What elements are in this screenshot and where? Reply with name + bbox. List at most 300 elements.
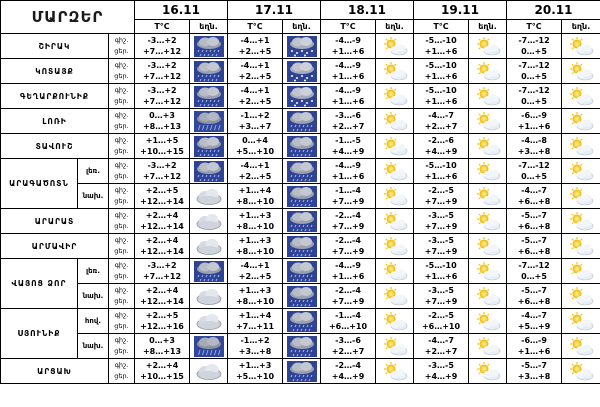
- weather-icon-cell: [469, 334, 507, 359]
- weather-icon-cell: [283, 284, 321, 309]
- time-of-day-cell: [109, 59, 135, 84]
- weather-col-header: եղն.: [283, 20, 321, 34]
- subzone-label: նախ.: [78, 184, 109, 209]
- night-label: գիշ.: [114, 336, 129, 344]
- day-temp: +7…+12: [142, 97, 182, 106]
- day-temp: +7…+9: [331, 197, 365, 206]
- weather-icon-cell: [469, 284, 507, 309]
- sun-cloud-icon: [473, 86, 503, 107]
- night-temp: +1…+3: [238, 361, 272, 370]
- night-temp: -4…-7: [521, 186, 547, 195]
- temperature-cell: [135, 209, 190, 234]
- night-temp: +1…+4: [238, 311, 272, 320]
- weather-icon-cell: [283, 334, 321, 359]
- temperature-cell: [321, 134, 376, 159]
- day-temp: +2…+7: [424, 122, 458, 131]
- day-temp: 0…+5: [521, 172, 547, 181]
- time-of-day-cell: [109, 159, 135, 184]
- weather-col-header: եղն.: [376, 20, 414, 34]
- night-temp: -3…+2: [147, 36, 177, 45]
- rain-cloud-icon: [287, 361, 317, 382]
- temperature-cell: [321, 359, 376, 384]
- day-temp: +10…+15: [140, 372, 184, 381]
- sun-cloud-icon: [566, 361, 596, 382]
- region-name: ԱՐԱՐԱՏ: [1, 209, 109, 234]
- weather-col-header: եղն.: [469, 20, 507, 34]
- rain-cloud-icon: [287, 261, 317, 282]
- table-row: [1, 59, 600, 84]
- day-temp: +8…+13: [142, 122, 182, 131]
- weather-icon-cell: [469, 359, 507, 384]
- night-temp: -3…+2: [147, 261, 177, 270]
- cloud-icon: [194, 211, 224, 232]
- day-temp: +7…+9: [424, 197, 458, 206]
- rain-cloud-icon: [287, 211, 317, 232]
- weather-icon-cell: [283, 109, 321, 134]
- date-header: 18.11: [321, 1, 414, 20]
- subzone-label: նախ.: [78, 284, 109, 309]
- temperature-cell: [228, 359, 283, 384]
- day-temp: +2…+5: [238, 47, 272, 56]
- sun-cloud-icon: [566, 161, 596, 182]
- subzone-label: լեռ.: [78, 259, 109, 284]
- temperature-cell: [507, 184, 562, 209]
- day-temp: +1…+6: [424, 47, 458, 56]
- subzone-label: լեռ.: [78, 159, 109, 184]
- sun-cloud-icon: [473, 261, 503, 282]
- weather-icon-cell: [562, 134, 600, 159]
- day-temp: +2…+7: [424, 347, 458, 356]
- weather-icon-cell: [469, 134, 507, 159]
- day-temp: +7…+9: [424, 222, 458, 231]
- day-temp: +1…+6: [331, 272, 365, 281]
- day-label: ցեր.: [114, 147, 129, 155]
- temperature-cell: [507, 359, 562, 384]
- day-temp: +1…+6: [424, 272, 458, 281]
- temperature-cell: [414, 309, 469, 334]
- night-temp: -3…+2: [147, 161, 177, 170]
- weather-icon-cell: [283, 359, 321, 384]
- day-temp: +10…+15: [140, 147, 184, 156]
- day-label: ցեր.: [114, 47, 129, 55]
- night-temp: -6…-9: [521, 111, 547, 120]
- time-of-day-cell: [109, 234, 135, 259]
- sun-cloud-icon: [473, 311, 503, 332]
- weather-icon-cell: [283, 309, 321, 334]
- weather-icon-cell: [562, 234, 600, 259]
- weather-icon-cell: [562, 359, 600, 384]
- temp-col-header: T°C: [135, 20, 190, 34]
- snow-cloud-icon: [287, 86, 317, 107]
- temperature-cell: [228, 309, 283, 334]
- weather-icon-cell: [376, 359, 414, 384]
- temperature-cell: [414, 209, 469, 234]
- night-temp: -6…-9: [521, 336, 547, 345]
- day-temp: +7…+9: [331, 222, 365, 231]
- table-row: [1, 284, 600, 309]
- night-temp: -5…-7: [521, 286, 547, 295]
- temperature-cell: [414, 359, 469, 384]
- day-temp: +7…+11: [235, 322, 275, 331]
- time-of-day-cell: [109, 334, 135, 359]
- day-temp: +1…+6: [331, 72, 365, 81]
- rain-cloud-icon: [194, 261, 224, 282]
- table-row: [1, 34, 600, 59]
- day-temp: +2…+7: [331, 122, 365, 131]
- day-label: ցեր.: [114, 222, 129, 230]
- temperature-cell: [507, 109, 562, 134]
- weather-icon-cell: [190, 334, 228, 359]
- region-name: ՍՅՈՒՆԻՔ: [1, 309, 78, 359]
- day-temp: +7…+9: [424, 297, 458, 306]
- day-label: ցեր.: [114, 272, 129, 280]
- sun-cloud-icon: [380, 186, 410, 207]
- temperature-cell: [135, 259, 190, 284]
- night-label: գիշ.: [114, 286, 129, 294]
- temperature-cell: [507, 259, 562, 284]
- temperature-cell: [321, 334, 376, 359]
- night-temp: -3…-6: [335, 111, 361, 120]
- temperature-cell: [228, 84, 283, 109]
- day-temp: +7…+12: [142, 172, 182, 181]
- weather-icon-cell: [469, 209, 507, 234]
- night-temp: +2…+5: [145, 311, 179, 320]
- time-of-day-cell: [109, 84, 135, 109]
- night-temp: +1…+4: [238, 186, 272, 195]
- time-of-day-cell: [109, 184, 135, 209]
- day-temp: +2…+5: [238, 72, 272, 81]
- table-title: ՄԱՐԶԵՐ: [1, 1, 135, 34]
- weather-icon-cell: [562, 284, 600, 309]
- table-row: [1, 309, 600, 334]
- night-temp: -5…-10: [425, 86, 457, 95]
- rain-cloud-icon: [287, 286, 317, 307]
- day-temp: +1…+6: [517, 347, 551, 356]
- weather-icon-cell: [469, 184, 507, 209]
- day-temp: +12…+14: [140, 222, 184, 231]
- day-temp: 0…+5: [521, 272, 547, 281]
- night-temp: -5…-7: [521, 236, 547, 245]
- day-temp: +4…+9: [331, 372, 365, 381]
- night-temp: -4…-9: [335, 61, 361, 70]
- day-temp: +6…+8: [517, 222, 551, 231]
- night-temp: -3…+2: [147, 86, 177, 95]
- night-temp: -2…-6: [428, 136, 454, 145]
- region-name: ՏԱՎՈՒՇ: [1, 134, 109, 159]
- night-temp: -2…-4: [335, 286, 361, 295]
- sun-cloud-icon: [380, 136, 410, 157]
- temperature-cell: [321, 34, 376, 59]
- weather-icon-cell: [376, 59, 414, 84]
- weather-icon-cell: [283, 209, 321, 234]
- day-temp: +1…+6: [331, 47, 365, 56]
- night-temp: +2…+4: [145, 361, 179, 370]
- temperature-cell: [414, 84, 469, 109]
- night-label: գիշ.: [114, 311, 129, 319]
- night-temp: -3…-5: [428, 286, 454, 295]
- region-name: ԿՈՏԱՅՔ: [1, 59, 109, 84]
- night-temp: -4…-9: [335, 36, 361, 45]
- sun-cloud-icon: [566, 311, 596, 332]
- day-temp: +12…+14: [140, 247, 184, 256]
- weather-icon-cell: [190, 184, 228, 209]
- night-label: գիշ.: [114, 36, 129, 44]
- weather-icon-cell: [376, 284, 414, 309]
- day-temp: +8…+10: [235, 222, 275, 231]
- night-temp: -7…-12: [518, 36, 550, 45]
- day-label: ցեր.: [114, 347, 129, 355]
- rain-cloud-icon: [287, 161, 317, 182]
- day-temp: +6…+10: [421, 322, 461, 331]
- night-temp: -2…-5: [428, 186, 454, 195]
- weather-icon-cell: [562, 109, 600, 134]
- night-label: գիշ.: [114, 186, 129, 194]
- date-header: 16.11: [135, 1, 228, 20]
- day-temp: +1…+6: [331, 172, 365, 181]
- temperature-cell: [228, 234, 283, 259]
- region-name: ԼՈՌԻ: [1, 109, 109, 134]
- weather-icon-cell: [376, 334, 414, 359]
- night-temp: 0…+3: [149, 111, 175, 120]
- region-name: ԱՐԱԳԱԾՈՏՆ: [1, 159, 78, 209]
- weather-icon-cell: [562, 34, 600, 59]
- night-label: գիշ.: [114, 86, 129, 94]
- temperature-cell: [507, 159, 562, 184]
- night-label: գիշ.: [114, 161, 129, 169]
- temperature-cell: [507, 34, 562, 59]
- day-temp: +3…+8: [517, 372, 551, 381]
- table-row: [1, 259, 600, 284]
- time-of-day-cell: [109, 209, 135, 234]
- table-row: [1, 184, 600, 209]
- night-temp: +2…+4: [145, 286, 179, 295]
- cloud-icon: [194, 311, 224, 332]
- sun-cloud-icon: [566, 136, 596, 157]
- day-temp: +3…+8: [517, 147, 551, 156]
- weather-icon-cell: [376, 209, 414, 234]
- night-temp: -4…-9: [335, 161, 361, 170]
- day-temp: +6…+8: [517, 297, 551, 306]
- temperature-cell: [228, 184, 283, 209]
- time-of-day-cell: [109, 34, 135, 59]
- night-temp: -3…+2: [147, 61, 177, 70]
- temperature-cell: [135, 334, 190, 359]
- day-temp: +5…+9: [517, 322, 551, 331]
- weather-icon-cell: [376, 184, 414, 209]
- night-temp: -5…-7: [521, 361, 547, 370]
- temperature-cell: [228, 59, 283, 84]
- night-temp: -5…-10: [425, 36, 457, 45]
- sun-cloud-icon: [566, 286, 596, 307]
- rain-cloud-icon: [287, 186, 317, 207]
- temperature-cell: [228, 284, 283, 309]
- night-temp: -4…-8: [521, 136, 547, 145]
- night-temp: 0…+3: [149, 336, 175, 345]
- temperature-cell: [228, 134, 283, 159]
- sun-cloud-icon: [473, 236, 503, 257]
- day-temp: +1…+6: [331, 97, 365, 106]
- day-temp: +1…+6: [517, 122, 551, 131]
- time-of-day-cell: [109, 259, 135, 284]
- day-temp: 0…+5: [521, 72, 547, 81]
- region-name: ԱՐՄԱՎԻՐ: [1, 234, 109, 259]
- weather-icon-cell: [190, 134, 228, 159]
- weather-icon-cell: [190, 309, 228, 334]
- weather-icon-cell: [376, 134, 414, 159]
- night-temp: -2…-5: [428, 311, 454, 320]
- night-temp: -3…-5: [428, 361, 454, 370]
- day-temp: +5…+10: [235, 147, 275, 156]
- sun-cloud-icon: [380, 61, 410, 82]
- rain-cloud-icon: [287, 336, 317, 357]
- sun-cloud-icon: [566, 86, 596, 107]
- temperature-cell: [414, 159, 469, 184]
- temperature-cell: [321, 259, 376, 284]
- day-label: ցեր.: [114, 72, 129, 80]
- temp-col-header: T°C: [507, 20, 562, 34]
- time-of-day-cell: [109, 109, 135, 134]
- weather-icon-cell: [562, 159, 600, 184]
- table-row: [1, 84, 600, 109]
- date-header-row: [1, 1, 600, 20]
- temperature-cell: [135, 284, 190, 309]
- sun-cloud-icon: [566, 61, 596, 82]
- temperature-cell: [414, 134, 469, 159]
- temperature-cell: [321, 59, 376, 84]
- region-name: ՇԻՐԱԿ: [1, 34, 109, 59]
- weather-icon-cell: [190, 109, 228, 134]
- sun-cloud-icon: [473, 186, 503, 207]
- temperature-cell: [507, 209, 562, 234]
- day-label: ցեր.: [114, 247, 129, 255]
- night-temp: -1…-4: [335, 186, 361, 195]
- rain-cloud-icon: [194, 86, 224, 107]
- night-temp: -4…-9: [335, 86, 361, 95]
- weather-icon-cell: [469, 309, 507, 334]
- weather-icon-cell: [469, 259, 507, 284]
- sun-cloud-icon: [566, 186, 596, 207]
- day-temp: +3…+8: [238, 347, 272, 356]
- night-temp: -3…-6: [335, 336, 361, 345]
- weather-icon-cell: [376, 159, 414, 184]
- day-temp: +2…+5: [238, 97, 272, 106]
- weather-icon-cell: [190, 259, 228, 284]
- sun-cloud-icon: [380, 286, 410, 307]
- temperature-cell: [321, 184, 376, 209]
- date-header: 19.11: [414, 1, 507, 20]
- subzone-label: նախ.: [78, 334, 109, 359]
- day-temp: +7…+9: [424, 247, 458, 256]
- sun-cloud-icon: [566, 261, 596, 282]
- sun-cloud-icon: [473, 211, 503, 232]
- day-label: ցեր.: [114, 122, 129, 130]
- temp-col-header: T°C: [321, 20, 376, 34]
- cloud-icon: [194, 361, 224, 382]
- day-label: ցեր.: [114, 197, 129, 205]
- night-label: գիշ.: [114, 236, 129, 244]
- rain-cloud-icon: [287, 136, 317, 157]
- night-temp: -2…-4: [335, 236, 361, 245]
- temperature-cell: [414, 109, 469, 134]
- table-row: [1, 234, 600, 259]
- temperature-cell: [135, 109, 190, 134]
- weather-icon-cell: [190, 159, 228, 184]
- night-temp: 0…+4: [242, 136, 268, 145]
- temperature-cell: [507, 334, 562, 359]
- sun-cloud-icon: [473, 111, 503, 132]
- day-temp: +5…+10: [235, 372, 275, 381]
- night-temp: -1…+2: [240, 336, 270, 345]
- weather-icon-cell: [469, 34, 507, 59]
- day-temp: +1…+6: [424, 172, 458, 181]
- table-row: [1, 359, 600, 384]
- region-name: ԱՐՑԱԽ: [1, 359, 109, 384]
- weather-icon-cell: [376, 309, 414, 334]
- sun-cloud-icon: [473, 161, 503, 182]
- day-temp: +4…+9: [331, 147, 365, 156]
- night-temp: -4…-7: [521, 311, 547, 320]
- sun-cloud-icon: [566, 336, 596, 357]
- cloud-icon: [194, 236, 224, 257]
- weather-icon-cell: [283, 184, 321, 209]
- rain-cloud-icon: [287, 311, 317, 332]
- temperature-cell: [507, 234, 562, 259]
- night-temp: -5…-10: [425, 61, 457, 70]
- weather-col-header: եղն.: [562, 20, 600, 34]
- temperature-cell: [507, 84, 562, 109]
- night-temp: -5…-7: [521, 211, 547, 220]
- snow-cloud-icon: [287, 61, 317, 82]
- rain-icon: [194, 336, 224, 357]
- night-label: գիշ.: [114, 111, 129, 119]
- night-temp: +1…+3: [238, 286, 272, 295]
- temp-col-header: T°C: [414, 20, 469, 34]
- sun-cloud-icon: [380, 236, 410, 257]
- weather-col-header: եղն.: [190, 20, 228, 34]
- day-temp: +12…+14: [140, 197, 184, 206]
- day-temp: +2…+5: [238, 172, 272, 181]
- night-temp: -4…+1: [240, 161, 270, 170]
- day-temp: +6…+8: [517, 197, 551, 206]
- time-of-day-cell: [109, 359, 135, 384]
- night-temp: -4…-7: [428, 336, 454, 345]
- sun-cloud-icon: [380, 211, 410, 232]
- temperature-cell: [228, 109, 283, 134]
- weather-icon-cell: [283, 34, 321, 59]
- day-temp: +2…+5: [238, 272, 272, 281]
- temperature-cell: [135, 184, 190, 209]
- rain-cloud-icon: [194, 36, 224, 57]
- night-temp: +1…+3: [238, 236, 272, 245]
- night-temp: -4…+1: [240, 61, 270, 70]
- night-temp: -3…-5: [428, 236, 454, 245]
- day-temp: +3…+7: [238, 122, 272, 131]
- sun-cloud-icon: [566, 236, 596, 257]
- weather-icon-cell: [469, 59, 507, 84]
- day-temp: +1…+6: [424, 72, 458, 81]
- day-temp: +4…+9: [424, 372, 458, 381]
- night-temp: -4…+1: [240, 261, 270, 270]
- sun-cloud-icon: [380, 161, 410, 182]
- sun-cloud-icon: [473, 36, 503, 57]
- temperature-cell: [135, 134, 190, 159]
- night-temp: -2…-4: [335, 361, 361, 370]
- weather-icon-cell: [283, 59, 321, 84]
- rain-icon: [194, 111, 224, 132]
- temp-col-header: T°C: [228, 20, 283, 34]
- sun-cloud-icon: [380, 361, 410, 382]
- temperature-cell: [414, 34, 469, 59]
